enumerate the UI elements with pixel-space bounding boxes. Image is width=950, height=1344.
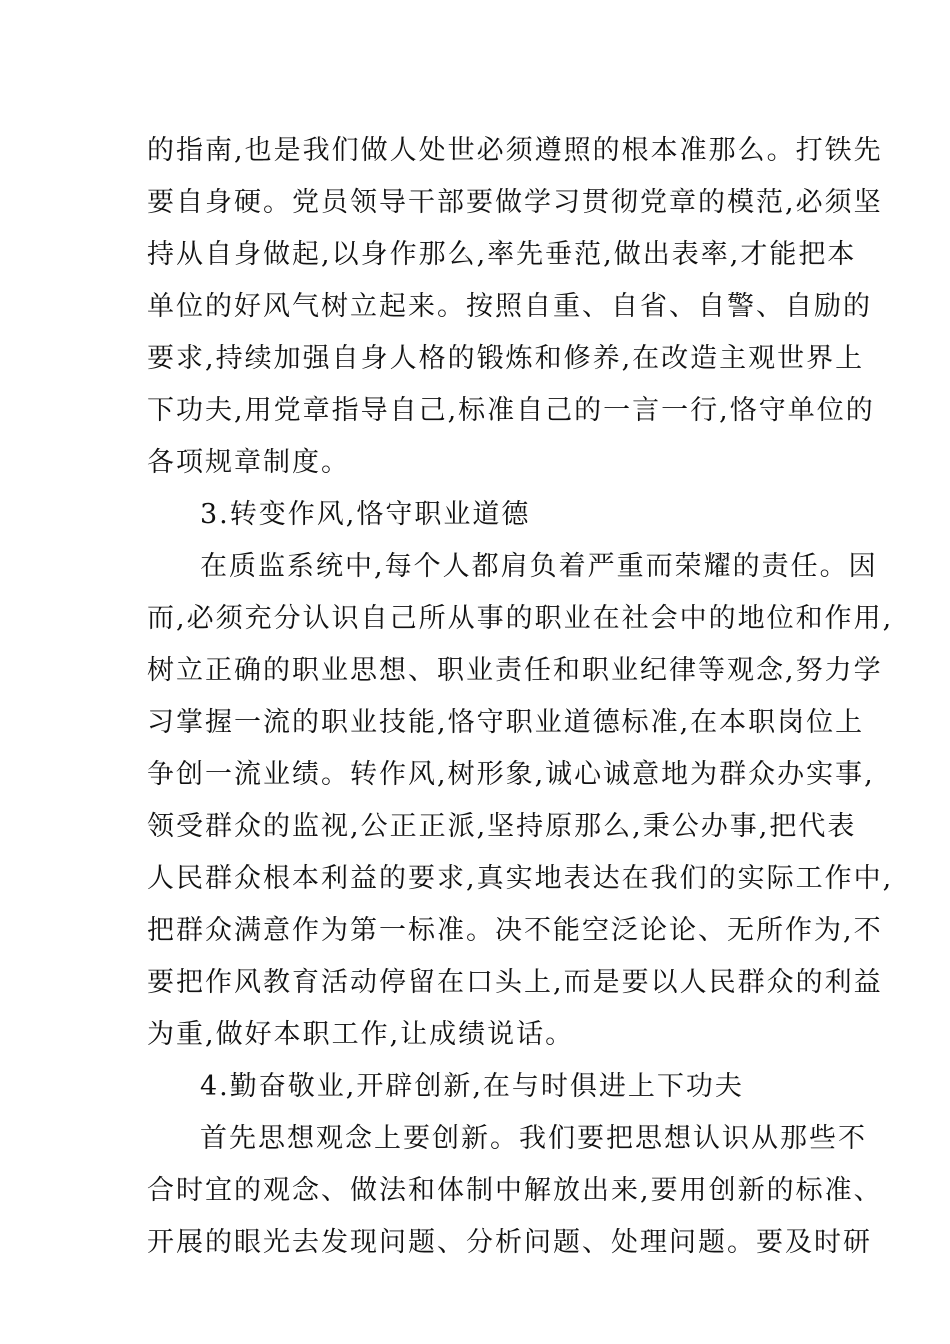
text-line-4: 单位的好风气树立起来。按照自重、自省、自警、自励的 <box>147 291 872 322</box>
text-line-7: 各项规章制度。 <box>147 447 350 478</box>
text-line-15: 人民群众根本利益的要求,真实地表达在我们的实际工作中, <box>147 863 894 894</box>
section-heading-3: 3.转变作风,恪守职业道德 <box>200 499 531 530</box>
text-line-18: 为重,做好本职工作,让成绩说话。 <box>147 1019 575 1050</box>
text-line-17: 要把作风教育活动停留在口头上,而是要以人民群众的利益 <box>147 967 883 998</box>
text-line-12: 习掌握一流的职业技能,恪守职业道德标准,在本职岗位上 <box>147 707 865 738</box>
text-line-14: 领受群众的监视,公正正派,坚持原那么,秉公办事,把代表 <box>147 811 857 842</box>
section-heading-4: 4.勤奋敬业,开辟创新,在与时俱进上下功夫 <box>200 1071 744 1102</box>
text-line-3: 持从自身做起,以身作那么,率先垂范,做出表率,才能把本 <box>147 239 857 270</box>
text-line-5: 要求,持续加强自身人格的锻炼和修养,在改造主观世界上 <box>147 343 865 374</box>
text-line-22: 开展的眼光去发现问题、分析问题、处理问题。要及时研 <box>147 1227 872 1258</box>
text-line-9: 在质监系统中,每个人都肩负着严重而荣耀的责任。因 <box>200 551 878 582</box>
text-line-13: 争创一流业绩。转作风,树形象,诚心诚意地为群众办实事, <box>147 759 875 790</box>
text-line-1: 的指南,也是我们做人处世必须遵照的根本准那么。打铁先 <box>147 135 883 166</box>
text-line-6: 下功夫,用党章指导自己,标准自己的一言一行,恪守单位的 <box>147 395 875 426</box>
text-line-16: 把群众满意作为第一标准。决不能空泛论论、无所作为,不 <box>147 915 883 946</box>
text-line-2: 要自身硬。党员领导干部要做学习贯彻党章的模范,必须坚 <box>147 187 883 218</box>
text-line-20: 首先思想观念上要创新。我们要把思想认识从那些不 <box>200 1123 867 1154</box>
text-line-10: 而,必须充分认识自己所从事的职业在社会中的地位和作用, <box>147 603 894 634</box>
text-line-11: 树立正确的职业思想、职业责任和职业纪律等观念,努力学 <box>147 655 883 686</box>
text-line-21: 合时宜的观念、做法和体制中解放出来,要用创新的标准、 <box>147 1175 883 1206</box>
